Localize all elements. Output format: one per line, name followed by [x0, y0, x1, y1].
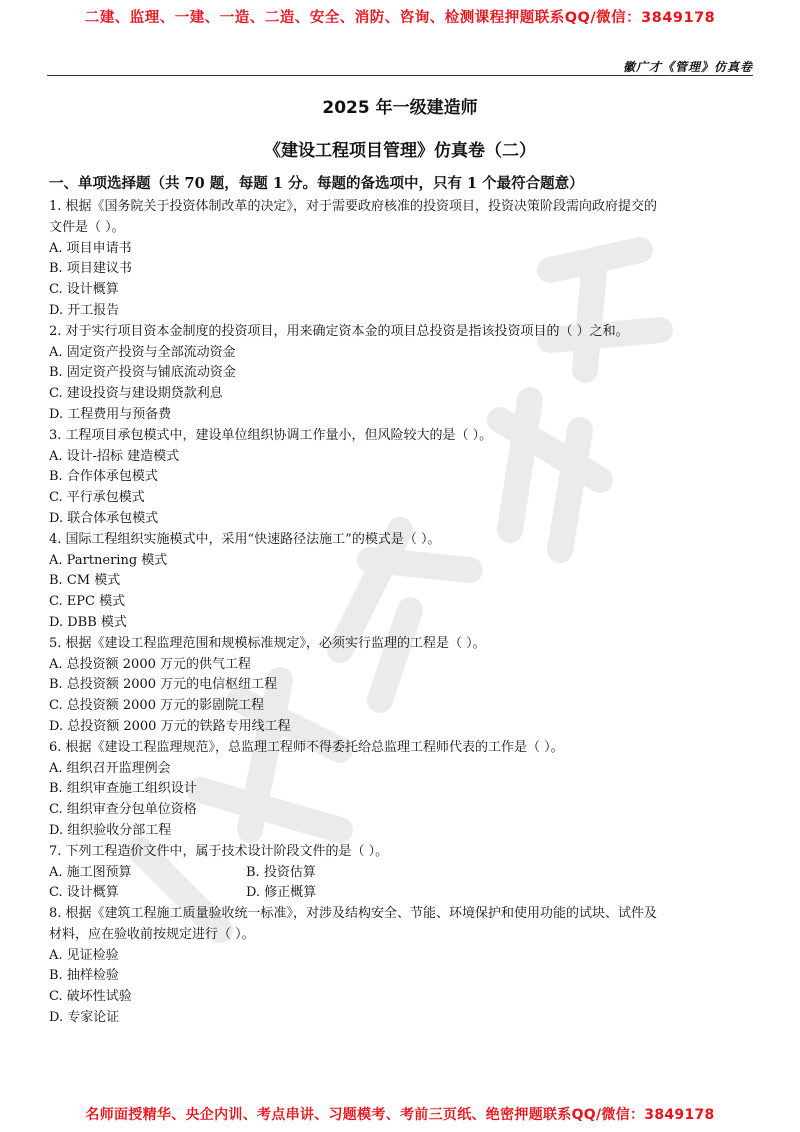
option: C. 总投资额 2000 万元的影剧院工程: [49, 698, 265, 714]
document-subtitle: 《建设工程项目管理》仿真卷（二）: [264, 141, 536, 161]
question-2: [49, 322, 755, 426]
option: D. 开工报告: [49, 302, 120, 318]
option: B. 投资估算: [246, 864, 316, 880]
option: C. 设计概算: [49, 282, 119, 298]
question-6: [49, 738, 755, 842]
option: B. 组织审查施工组织设计: [49, 781, 197, 797]
header-tag: 徽广才《管理》仿真卷: [622, 60, 753, 74]
question-stem: 文件是（ ）。: [49, 219, 125, 235]
document-title: 2025 年一级建造师: [322, 98, 478, 118]
question-stem: 5. 根据《建设工程监理范围和规模标准规定》，必须实行监理的工程是（ ）。: [49, 635, 486, 651]
question-7: [49, 842, 755, 904]
top-promo-banner: 二建、监理、一建、一造、二造、安全、消防、咨询、检测课程押题联系QQ/微信：3849178: [84, 10, 716, 26]
question-stem: 8. 根据《建筑工程施工质量验收统一标准》，对涉及结构安全、节能、环境保护和使用功能的试块、试件及: [49, 906, 658, 922]
section-heading: 一、单项选择题（共 70 题，每题 1 分。每题的备选项中，只有 1 个最符合题意）: [49, 175, 584, 192]
option: B. 抽样检验: [49, 968, 119, 984]
option: A. Partnering 模式: [49, 552, 168, 568]
question-stem: 材料，应在验收前按规定进行（ ）。: [49, 926, 255, 942]
option: D. 专家论证: [49, 1010, 120, 1026]
option: D. 组织验收分部工程: [49, 822, 172, 838]
question-stem: 1. 根据《国务院关于投资体制改革的决定》，对于需要政府核准的投资项目，投资决策阶段需向政府提交的: [49, 199, 658, 214]
option: A. 施工图预算: [49, 864, 132, 880]
question-stem: 2. 对于实行项目资本金制度的投资项目，用来确定资本金的项目总投资是指该投资项目的（ ）之和。: [49, 323, 629, 339]
option: B. 项目建议书: [49, 261, 132, 277]
option: B. 固定资产投资与铺底流动资金: [49, 365, 236, 381]
option: B. 合作体承包模式: [49, 469, 158, 485]
option: D. 联合体承包模式: [49, 510, 159, 526]
question-1: [49, 197, 755, 322]
question-stem: 6. 根据《建设工程监理规范》，总监理工程师不得委托给总监理工程师代表的工作是（ ）。: [49, 739, 564, 755]
option-row: [49, 863, 755, 884]
option: A. 总投资额 2000 万元的供气工程: [49, 656, 252, 672]
option: C. 破坏性试验: [49, 989, 132, 1005]
option: A. 固定资产投资与全部流动资金: [49, 344, 236, 360]
question-stem: 7. 下列工程造价文件中，属于技术设计阶段文件的是（ ）。: [49, 843, 389, 859]
option: D. DBB 模式: [49, 614, 127, 630]
header-rule: [47, 75, 753, 76]
option: C. 组织审查分包单位资格: [49, 802, 197, 818]
option: C. 建设投资与建设期贷款利息: [49, 386, 223, 402]
option-row: [49, 883, 755, 904]
option: A. 组织召开监理例会: [49, 760, 171, 776]
question-3: [49, 426, 755, 530]
option: D. 工程费用与预备费: [49, 406, 172, 422]
option: A. 项目申请书: [49, 240, 132, 256]
question-list: [49, 197, 755, 1029]
question-stem: 4. 国际工程组织实施模式中，采用“快速路径法施工”的模式是（ ）。: [49, 531, 441, 547]
question-4: [49, 530, 755, 634]
option: D. 总投资额 2000 万元的铁路专用线工程: [49, 718, 291, 734]
question-5: [49, 634, 755, 738]
option: C. 设计概算: [49, 885, 119, 901]
question-stem: 3. 工程项目承包模式中，建设单位组织协调工作量小，但风险较大的是（ ）。: [49, 427, 493, 443]
option: B. 总投资额 2000 万元的电信枢纽工程: [49, 677, 278, 693]
option: C. 平行承包模式: [49, 490, 145, 506]
option: B. CM 模式: [49, 573, 121, 589]
option: A. 见证检验: [49, 947, 119, 963]
bottom-promo-banner: 名师面授精华、央企内训、考点串讲、习题模考、考前三页纸、绝密押题联系QQ/微信：3849178: [85, 1107, 715, 1123]
option: A. 设计-招标 建造模式: [49, 448, 180, 464]
option: D. 修正概算: [246, 885, 317, 901]
option: C. EPC 模式: [49, 594, 126, 610]
question-8: [49, 904, 755, 1029]
